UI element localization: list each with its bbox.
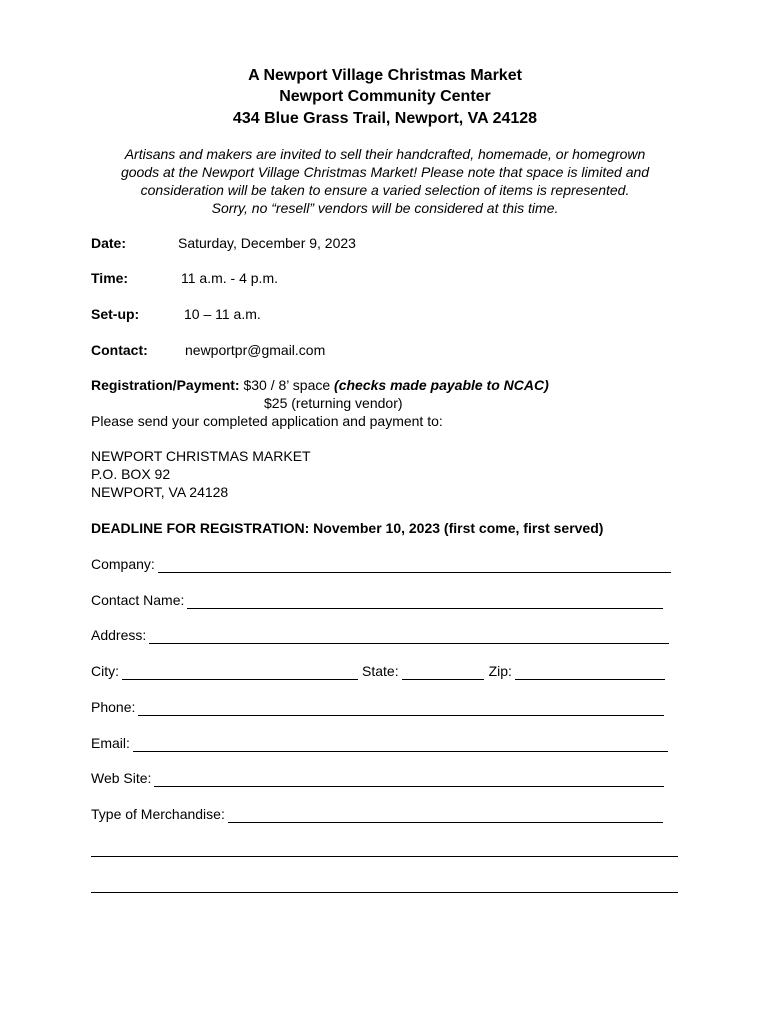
registration-line: [91, 376, 549, 394]
zip-input-line[interactable]: [515, 665, 665, 680]
merchandise-input-line[interactable]: [228, 808, 663, 823]
intro-line: Sorry, no “resell” vendors will be considered at this time.: [211, 200, 559, 216]
date-label: Date:: [91, 235, 127, 251]
phone-input-line[interactable]: [138, 701, 664, 716]
merchandise-extra-line[interactable]: [91, 892, 678, 893]
phone-field: [91, 698, 664, 716]
intro-line: consideration will be taken to ensure a varied selection of items is represented.: [140, 182, 630, 198]
website-input-line[interactable]: [154, 772, 664, 787]
intro-paragraph: [80, 145, 690, 217]
intro-line: Artisans and makers are invited to sell their handcrafted, homemade, or homegrown: [124, 146, 646, 162]
setup-value: 10 – 11 a.m.: [184, 306, 261, 322]
contact-name-input-line[interactable]: [187, 594, 663, 609]
merchandise-label: Type of Merchandise:: [91, 806, 225, 822]
email-label: Email:: [91, 735, 130, 751]
price-space: $30 / 8’ space: [243, 377, 331, 393]
merchandise-extra-line[interactable]: [91, 856, 678, 857]
state-label: State:: [362, 663, 399, 679]
website-field: [91, 769, 664, 787]
phone-label: Phone:: [91, 699, 136, 715]
contact-name-label: Contact Name:: [91, 592, 185, 608]
company-input-line[interactable]: [158, 558, 671, 573]
email-input-line[interactable]: [133, 737, 668, 752]
address-field: [91, 626, 669, 644]
venue-name: Newport Community Center: [279, 88, 491, 105]
deadline-notice: DEADLINE FOR REGISTRATION: November 10, 2023 (first come, first served): [91, 520, 604, 536]
contact-label: Contact:: [91, 342, 148, 358]
event-title: A Newport Village Christmas Market: [248, 67, 522, 84]
registration-label: Registration/Payment:: [91, 377, 240, 393]
address-label: Address:: [91, 627, 147, 643]
intro-line: goods at the Newport Village Christmas Market! Please note that space is limited and: [120, 164, 650, 180]
time-value: 11 a.m. - 4 p.m.: [181, 270, 278, 286]
mailing-city: NEWPORT, VA 24128: [91, 484, 229, 500]
send-instruction: Please send your completed application and payment to:: [91, 413, 443, 429]
price-returning: $25 (returning vendor): [264, 395, 403, 411]
city-input-line[interactable]: [122, 665, 358, 680]
city-state-zip-field: [91, 662, 665, 680]
city-label: City:: [91, 663, 119, 679]
website-label: Web Site:: [91, 770, 152, 786]
contact-name-field: [91, 591, 663, 609]
checks-note: (checks made payable to NCAC): [334, 377, 549, 393]
company-label: Company:: [91, 556, 155, 572]
date-value: Saturday, December 9, 2023: [178, 235, 356, 251]
time-label: Time:: [91, 270, 129, 286]
company-field: [91, 555, 671, 573]
zip-label: Zip:: [488, 663, 512, 679]
mailing-box: P.O. BOX 92: [91, 466, 171, 482]
merchandise-field: [91, 805, 663, 823]
mailing-name: NEWPORT CHRISTMAS MARKET: [91, 448, 311, 464]
venue-address: 434 Blue Grass Trail, Newport, VA 24128: [232, 110, 538, 127]
email-field: [91, 734, 668, 752]
state-input-line[interactable]: [402, 665, 484, 680]
contact-email[interactable]: newportpr@gmail.com: [185, 342, 326, 358]
address-input-line[interactable]: [149, 629, 669, 644]
setup-label: Set-up:: [91, 306, 140, 322]
